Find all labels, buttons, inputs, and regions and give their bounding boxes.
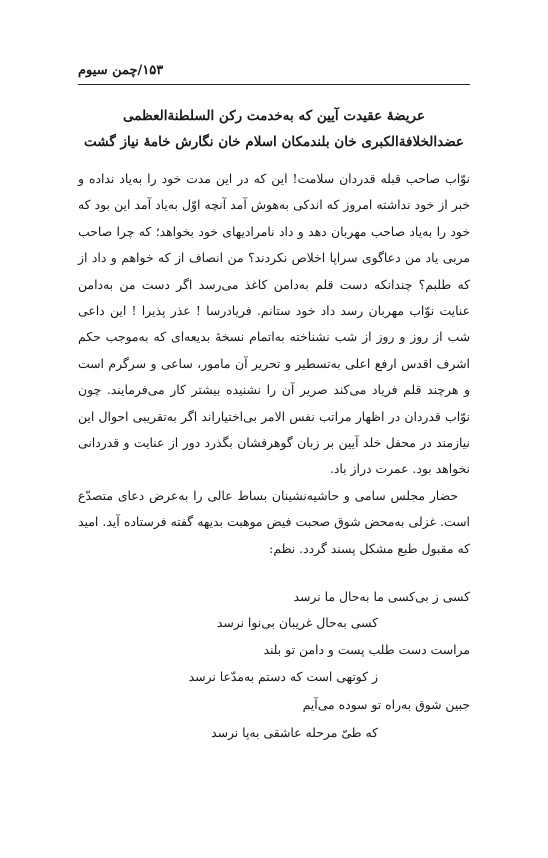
letter-title-line-1: عریضهٔ عقیدت آیین که به‌خدمت رکن السلطنةالعظمی	[122, 108, 426, 124]
body-paragraph-1: نوّاب صاحب قبله قدردان سلامت! این که در این مدت خود را به‌یاد نداده و خبر از خود نداشته امروز که اندکی به‌هوش آمد آنچه اوّل به‌یاد آمد این بود که خود را به‌یاد صاحب مهربان دهد و داد نامرادیهای خود بخواهد؛ که چرا صاحب مربی یاد من دعاگوی سراپا اخلاص نکردند؟ من انصاف از که خواهم و داد از که طلبم؟ چندانکه دست قلم به‌دامن کاغذ می‌رسد اگر دست من به‌دامن عنایت نوّاب مهربان رسد داد خود ستانم. فریادرسا ! عذر پذیرا ! این داعی شب از روز و روز از شب نشناخته به‌اتمام نسخهٔ بدیعه‌ای که به‌موجب حکم اشرف اقدس ارفع اعلی به‌تسطیر و تحریر آن مامور، ساعی و سرگرم است و هرچند قلم فریاد می‌کند صریر آن را نشنیده بیشتر کار می‌فرمایند. چون نوّاب قدردان در اظهار مراتب نفس الامر بی‌اختیاراند اگر به‌تقریبی احوال این نیازمند در محفل خلد آیین بر زبان گوهرفشان بگذرد دور از عنایت و قدردانی نخواهد بود. عمرت دراز باد.	[78, 171, 470, 477]
poem-line-2: کسی به‌حال غریبان بی‌نوا نرسد	[216, 615, 378, 630]
poem-line-4: ز کوتهی است که دستم به‌مدّعا نرسد	[188, 669, 378, 684]
poem-line-5: جبین شوق به‌راه تو سوده می‌آیم	[302, 697, 470, 712]
running-head: ۱۵۳/چمن سیوم	[78, 63, 164, 78]
letter-body	[78, 166, 470, 562]
poem-line-1: کسی ز بی‌کسی ما به‌حال ما نرسد	[293, 589, 470, 604]
body-paragraph-2: حضار مجلس سامی و حاشیه‌نشینان بساط عالی را به‌عرض دعای متصدّع است. غزلی به‌محض شوق صحبت فیض موهبت بدیهه گفته فرستاده آید. امید که مقبول طبع مشکل پسند گردد. نظم:	[78, 487, 470, 556]
letter-title-line-2: عضدالخلافةالکبری خان بلندمکان اسلام خان نگارش خامهٔ نیاز گشت	[84, 134, 464, 150]
poem-line-3: مراست دست طلب پست و دامن تو بلند	[263, 642, 470, 657]
poem-line-6: که طیّ مرحله عاشقی به‌پا نرسد	[211, 725, 378, 740]
header-rule	[78, 84, 470, 85]
